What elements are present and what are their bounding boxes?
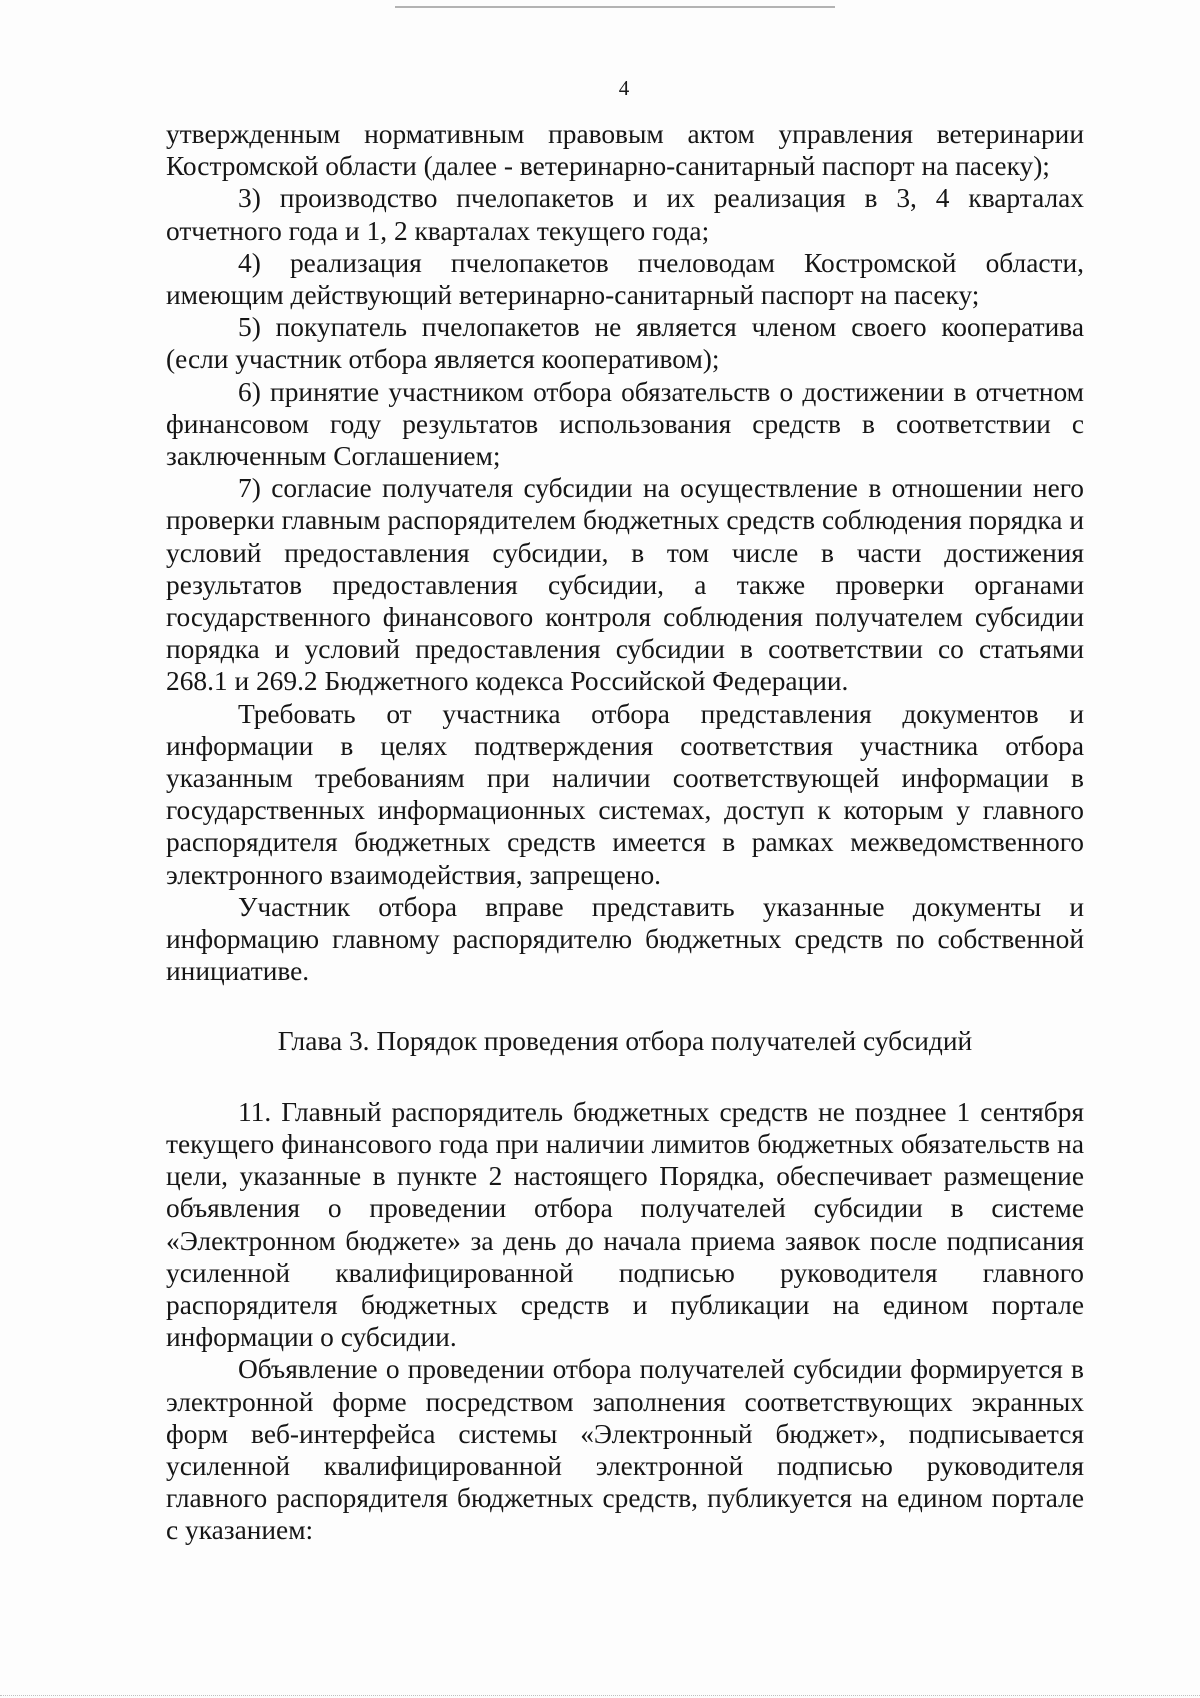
- chapter-heading: Глава 3. Порядок проведения отбора получателей субсидий: [277, 1026, 973, 1057]
- list-item-7: 7) согласие получателя субсидии на осуществление в отношении него проверки главным распорядителем бюджетных средств соблюдения порядка и условий предоставления субсидии, в том числе в части достижения результатов предоставления субсидии, а также проверки органами государственного финансового контроля соблюдения получателем субсидии порядка и условий предоставления субсидии в соответствии со статьями 268.1 и 269.2 Бюджетного кодекса Российской Федерации.: [166, 473, 1084, 697]
- list-item-5: 5) покупатель пчелопакетов не является членом своего кооператива (если участник отбора является кооперативом);: [166, 312, 1084, 375]
- document-body: [166, 118, 1084, 1547]
- list-item-6: 6) принятие участником отбора обязательств о достижении в отчетном финансовом году результатов использования средств в соответствии с заключенным Соглашением;: [166, 376, 1084, 472]
- paragraph-continuation: утвержденным нормативным правовым актом управления ветеринарии Костромской области (далее - ветеринарно-санитарный паспорт на пасеку);: [166, 119, 1084, 182]
- list-item-4: 4) реализация пчелопакетов пчеловодам Костромской области, имеющим действующий ветеринарно-санитарный паспорт на пасеку;: [166, 247, 1084, 311]
- paragraph-clause-11: 11. Главный распорядитель бюджетных средств не позднее 1 сентября текущего финансового года при наличии лимитов бюджетных обязательств на цели, указанные в пункте 2 настоящего Порядка, обеспечивает размещение объявления о проведении отбора получателей субсидии в системе «Электронном бюджете» за день до начала приема заявок после подписания усиленной квалифицированной подписью руководителя главного распорядителя бюджетных средств и публикации на едином портале информации о субсидии.: [166, 1096, 1084, 1353]
- paragraph-own-initiative: Участник отбора вправе представить указанные документы и информацию главному распорядителю бюджетных средств по собственной инициативе.: [166, 891, 1084, 987]
- paragraph-document-requirement: Требовать от участника отбора представления документов и информации в целях подтверждения соответствия участника отбора указанным требованиям при наличии соответствующей информации в государственных информационных системах, доступ к которым у главного распорядителя бюджетных средств имеется в рамках межведомственного электронного взаимодействия, запрещено.: [166, 698, 1084, 890]
- scan-artifact-top: [395, 6, 835, 8]
- list-item-3: 3) производство пчелопакетов и их реализация в 3, 4 кварталах отчетного года и 1, 2 кварталах текущего года;: [166, 183, 1084, 246]
- page-number: 4: [618, 76, 630, 100]
- paragraph-announcement: Объявление о проведении отбора получателей субсидии формируется в электронной форме посредством заполнения соответствующих экранных форм веб-интерфейса системы «Электронный бюджет», подписывается усиленной квалифицированной электронной подписью руководителя главного распорядителя бюджетных средств, публикуется на едином портале с указанием:: [166, 1354, 1084, 1546]
